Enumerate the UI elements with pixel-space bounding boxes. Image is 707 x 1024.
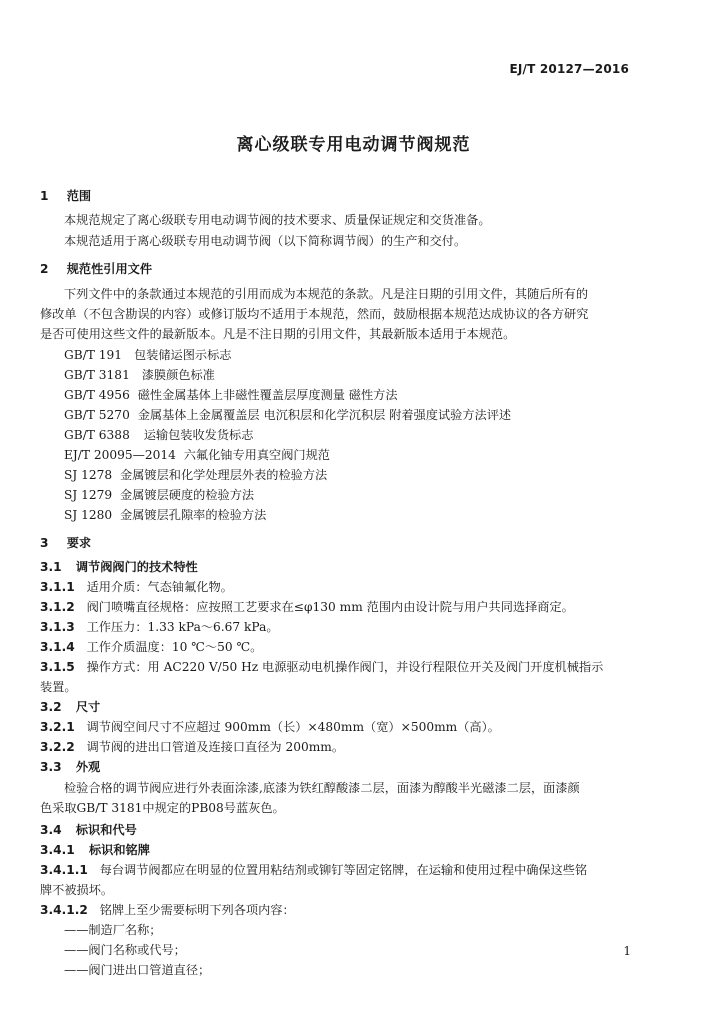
paragraph-line: 色采取GB/T 3181中规定的PB08号蓝灰色。 — [40, 801, 285, 815]
reference-code: GB/T 4956 — [64, 388, 130, 402]
clause-number: 3.4.1 — [40, 843, 75, 857]
reference-title: 金属基体上金属覆盖层 电沉积层和化学沉积层 附着强度试验方法评述 — [137, 408, 512, 422]
clause-continuation: 牌不被损坏。 — [40, 883, 114, 897]
list-item: ——阀门进出口管道直径； — [64, 963, 211, 977]
clause-number: 3.3 — [40, 760, 62, 774]
clause-number: 3.1.4 — [40, 640, 75, 654]
section-heading: 规范性引用文件 — [66, 262, 153, 276]
clause-text: 阀门喷嘴直径规格：应按照工艺要求在≤φ130 mm 范围内由设计院与用户共同选择商定。 — [86, 600, 574, 614]
paragraph: 本规范适用于离心级联专用电动调节阀（以下简称调节阀）的生产和交付。 — [64, 234, 467, 248]
reference-item — [64, 347, 231, 363]
reference-item — [64, 427, 253, 443]
paragraph-line: 检验合格的调节阀应进行外表面涂漆,底漆为铁红醇酸漆二层，面漆为醇酸半光磁漆二层，面漆颜 — [64, 781, 580, 795]
subsection-heading — [40, 699, 100, 715]
reference-item — [64, 447, 330, 463]
paragraph-line: 修改单（不包含勘误的内容）或修订版均不适用于本规范，然而，鼓励根据本规范达成协议的各方研究 — [40, 307, 589, 321]
clause-text: 操作方式：用 AC220 V/50 Hz 电源驱动电机操作阀门，并设行程限位开关及阀门开度机械指示 — [86, 660, 604, 674]
reference-item — [64, 507, 266, 523]
reference-title: 漆膜颜色标准 — [141, 368, 215, 382]
clause-number: 3.4.1.1 — [40, 863, 88, 877]
clause-text: 调节阀的进出口管道及连接口直径为 200mm。 — [86, 740, 345, 754]
reference-title: 六氟化铀专用真空阀门规范 — [183, 448, 330, 462]
clause-number: 3.4.1.2 — [40, 903, 88, 917]
clause-heading: 调节阀阀门的技术特性 — [75, 560, 198, 574]
clause-number: 3.1.1 — [40, 580, 75, 594]
reference-code: GB/T 5270 — [64, 408, 130, 422]
clause-heading: 尺寸 — [75, 700, 101, 714]
clause-text: 工作压力：1.33 kPa～6.67 kPa。 — [86, 620, 279, 634]
page-title: 离心级联专用电动调节阀规范 — [236, 135, 471, 155]
section-1-heading — [40, 188, 91, 204]
section-number: 2 — [40, 262, 49, 276]
clause — [40, 659, 603, 675]
reference-title: 金属镀层硬度的检验方法 — [120, 488, 255, 502]
clause-heading: 标识和代号 — [75, 823, 137, 837]
reference-code: GB/T 3181 — [64, 368, 130, 382]
reference-title: 金属镀层和化学处理层外表的检验方法 — [120, 468, 328, 482]
clause — [40, 739, 344, 755]
clause — [40, 619, 279, 635]
reference-code: EJ/T 20095—2014 — [64, 448, 176, 462]
subsection-heading — [40, 559, 198, 575]
clause-text: 工作介质温度：10 ℃～50 ℃。 — [86, 640, 263, 654]
section-number: 3 — [40, 536, 49, 550]
reference-title: 金属镀层孔隙率的检验方法 — [120, 508, 267, 522]
subsection-heading — [40, 759, 100, 775]
clause-heading: 标识和铭牌 — [88, 843, 150, 857]
clause-number: 3.1.3 — [40, 620, 75, 634]
section-3-heading — [40, 535, 91, 551]
section-heading: 范围 — [66, 189, 92, 203]
reference-code: GB/T 191 — [64, 348, 123, 362]
reference-item — [64, 387, 398, 403]
paragraph: 本规范规定了离心级联专用电动调节阀的技术要求、质量保证规定和交货准备。 — [64, 213, 491, 227]
reference-item — [64, 407, 511, 423]
clause-number: 3.2.1 — [40, 720, 75, 734]
reference-item — [64, 367, 215, 383]
clause — [40, 599, 574, 615]
clause-number: 3.2 — [40, 700, 62, 714]
clause — [40, 719, 500, 735]
reference-code: GB/T 6388 — [64, 428, 130, 442]
reference-title: 磁性金属基体上非磁性覆盖层厚度测量 磁性方法 — [137, 388, 398, 402]
subsection-heading — [40, 842, 150, 858]
reference-item — [64, 467, 327, 483]
page-number: 1 — [623, 944, 631, 958]
section-heading: 要求 — [66, 536, 92, 550]
reference-title: 运输包装收发货标志 — [143, 428, 254, 442]
paragraph-line: 是否可使用这些文件的最新版本。凡是不注日期的引用文件，其最新版本适用于本规范。 — [40, 327, 516, 341]
clause-heading: 外观 — [75, 760, 101, 774]
clause — [40, 579, 233, 595]
subsection-heading — [40, 822, 137, 838]
list-item: ——制造厂名称； — [64, 923, 162, 937]
clause-number: 3.2.2 — [40, 740, 75, 754]
clause-number: 3.1 — [40, 560, 62, 574]
clause-number: 3.1.2 — [40, 600, 75, 614]
clause-number: 3.4 — [40, 823, 62, 837]
list-item: ——阀门名称或代号； — [64, 943, 186, 957]
clause — [40, 862, 587, 878]
clause — [40, 902, 295, 918]
clause-text: 调节阀空间尺寸不应超过 900mm（长）×480mm（宽）×500mm（高）。 — [86, 720, 500, 734]
standard-code: EJ/T 20127—2016 — [509, 62, 629, 76]
reference-item — [64, 487, 254, 503]
clause — [40, 639, 262, 655]
paragraph-line: 下列文件中的条款通过本规范的引用而成为本规范的条款。凡是注日期的引用文件，其随后所有的 — [64, 287, 589, 301]
clause-text: 铭牌上至少需要标明下列各项内容： — [99, 903, 295, 917]
reference-title: 包装储运图示标志 — [133, 348, 232, 362]
reference-code: SJ 1279 — [64, 488, 113, 502]
clause-text: 每台调节阀都应在明显的位置用粘结剂或铆钉等固定铭牌，在运输和使用过程中确保这些铭 — [99, 863, 588, 877]
clause-text: 适用介质：气态铀氟化物。 — [86, 580, 233, 594]
clause-continuation: 装置。 — [40, 680, 77, 694]
section-2-heading — [40, 261, 152, 277]
reference-code: SJ 1278 — [64, 468, 113, 482]
section-number: 1 — [40, 189, 49, 203]
reference-code: SJ 1280 — [64, 508, 113, 522]
clause-number: 3.1.5 — [40, 660, 75, 674]
